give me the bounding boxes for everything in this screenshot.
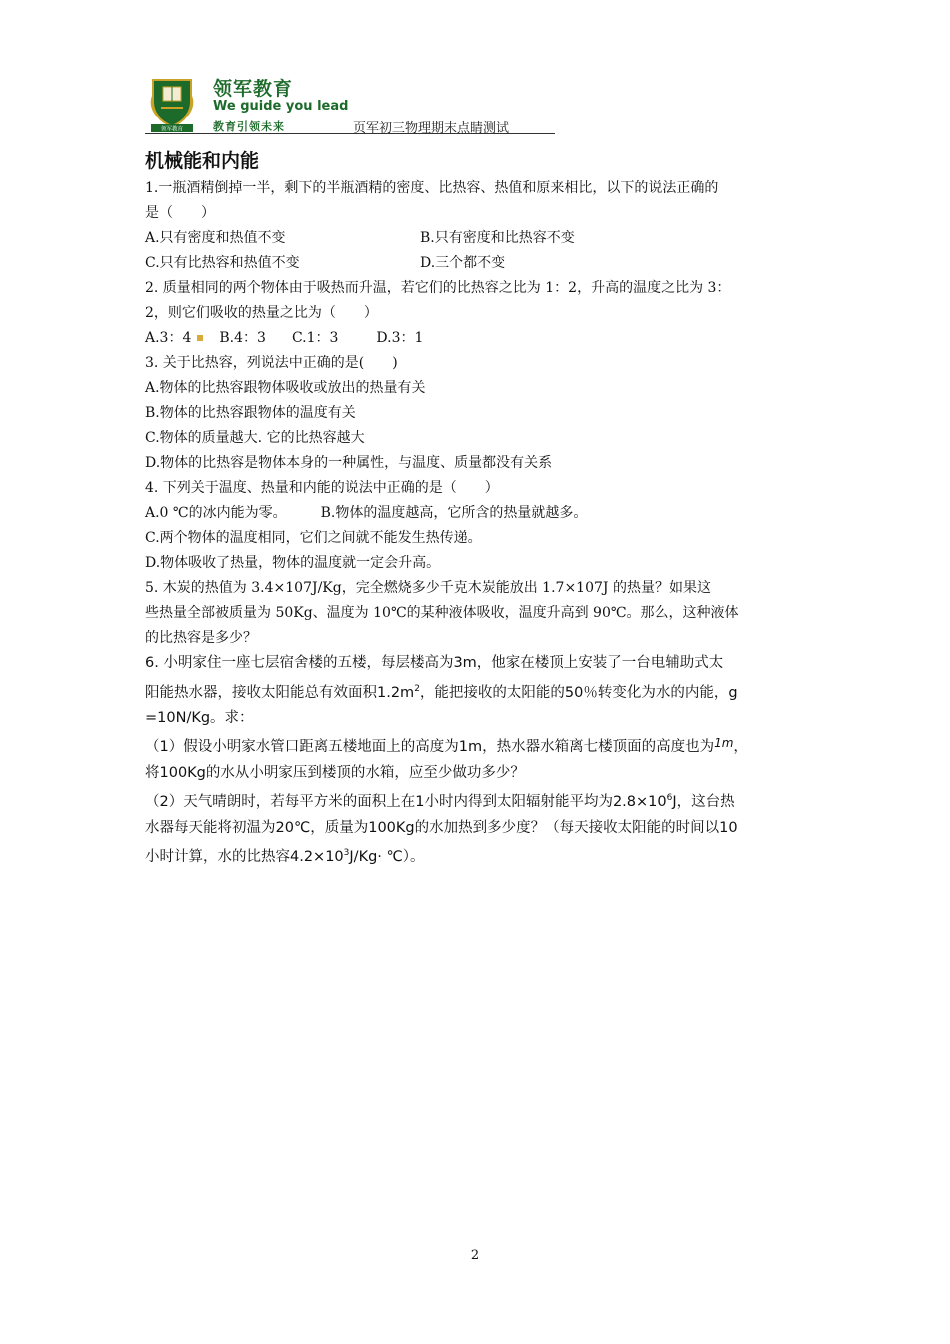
option-d: D.三个都不变 (420, 255, 506, 271)
question-2 (145, 276, 815, 351)
document-title: 页军初三物理期末点睛测试 (353, 121, 510, 136)
question-5-line-2: 些热量全部被质量为 50Kg、温度为 10℃的某种液体吸收，温度升高到 90℃。那么，这种液体 (145, 605, 739, 621)
option-c: C.物体的质量越大. 它的比热容越大 (145, 430, 365, 446)
option-a: A.0 ℃的冰内能为零。 (145, 505, 287, 521)
question-2-stem-line-1: 2. 质量相同的两个物体由于吸热而升温，若它们的比热容之比为 1：2，升高的温度之比为 3： (145, 280, 731, 296)
option-d: D.物体吸收了热量，物体的温度就一定会升高。 (145, 555, 441, 571)
question-1-stem-line-2: 是（ ） (145, 205, 215, 221)
question-6-line-1: 6. 小明家住一座七层宿舍楼的五楼，每层楼高为3m，他家在楼顶上安装了一台电辅助式太 (145, 655, 724, 671)
option-c: C.1：3 (291, 330, 339, 346)
option-c: C.两个物体的温度相同，它们之间就不能发生热传递。 (145, 530, 482, 546)
option-b: B.4：3 (219, 330, 266, 346)
option-b: B.物体的温度越高，它所含的热量就越多。 (320, 505, 588, 521)
brand-slogan: 教育引领未来 (213, 120, 285, 133)
question-1-options-row-1 (145, 226, 815, 251)
badge-text: 领军教育 (160, 126, 184, 132)
option-a: A.只有密度和热值不变 (145, 230, 286, 246)
question-6-part-2-line-1: （2）天气晴朗时，若每平方米的面积上在1小时内得到太阳辐射能平均为$2.8\times 10^6J$，这台热 (145, 793, 735, 811)
section-title: 机械能和内能 (145, 150, 260, 172)
brand-name: 领军教育 (213, 78, 294, 100)
page-number: 2 (470, 1248, 480, 1263)
option-d: D.3：1 (376, 330, 424, 346)
question-1-options-row-2 (145, 251, 815, 276)
question-4-stem: 4. 下列关于温度、热量和内能的说法中正确的是（ ） (145, 480, 499, 496)
question-2-stem-line-2: 2，则它们吸收的热量之比为（ ） (145, 305, 378, 321)
question-6-part-2-line-3: 小时计算，水的比热容$4.2\times 10^3J/Kg\cdot$ ℃）。 (145, 848, 425, 865)
brand-tagline: We guide you lead (213, 99, 349, 114)
question-6-line-2: 阳能热水器，接收太阳能总有效面积$1.2m^2$，能把接收的太阳能的50％转变化为水的内能，g (145, 683, 738, 701)
page-header (145, 70, 810, 134)
question-5-line-1: 5. 木炭的热值为 3.4×107J/Kg，完全燃烧多少千克木炭能放出 1.7×107J 的热量？如果这 (145, 580, 711, 596)
question-6-part-2-line-2: 水器每天能将初温为20℃，质量为100Kg的水加热到多少度？（每天接收太阳能的时间以10 (145, 819, 738, 836)
question-3-stem: 3. 关于比热容，列说法中正确的是( ) (145, 355, 398, 371)
question-4-options-row-1 (145, 501, 815, 526)
option-b: B.物体的比热容跟物体的温度有关 (145, 405, 356, 421)
option-a: A.物体的比热容跟物体吸收或放出的热量有关 (145, 380, 426, 396)
question-6 (145, 651, 815, 870)
option-d: D.物体的比热容是物体本身的一种属性，与温度、质量都没有关系 (145, 455, 553, 471)
question-6-part-1-line-2: 将100Kg的水从小明家压到楼顶的水箱，应至少做功多少？ (145, 764, 525, 781)
option-a: A.3：4 (145, 330, 192, 346)
question-5-line-3: 的比热容是多少？ (145, 630, 257, 646)
document-body (145, 150, 815, 870)
question-1-stem-line-1: 1.一瓶酒精倒掉一半，剩下的半瓶酒精的密度、比热容、热值和原来相比，以下的说法正确的 (145, 180, 719, 196)
question-6-part-1-line-1: （1）假设小明家水管口距离五楼地面上的高度为1m，热水器水箱离七楼顶面的高度也为$^{1m}$， (145, 736, 748, 756)
school-badge-logo (147, 72, 197, 132)
question-1 (145, 176, 815, 276)
option-b: B.只有密度和比热容不变 (420, 230, 575, 246)
question-2-options (145, 326, 815, 351)
question-3 (145, 351, 815, 476)
highlight-mark (197, 335, 203, 341)
question-4 (145, 476, 815, 576)
question-5 (145, 576, 815, 651)
header-divider (145, 133, 555, 134)
question-6-line-3: =10N/Kg。求： (145, 709, 254, 726)
option-c: C.只有比热容和热值不变 (145, 255, 300, 271)
